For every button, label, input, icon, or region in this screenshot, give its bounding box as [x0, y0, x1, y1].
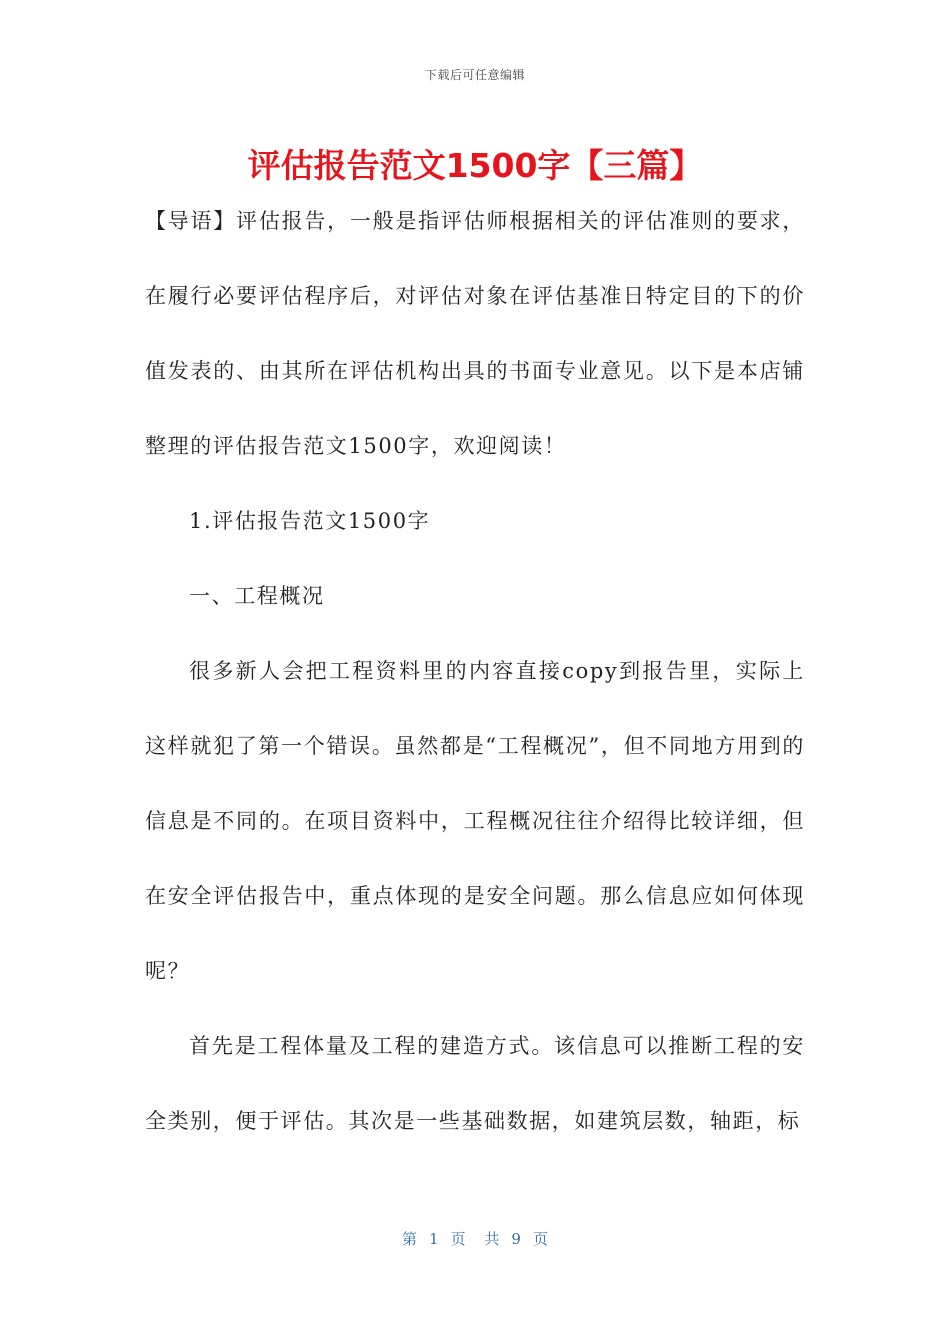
- paragraph-body-1: 很多新人会把工程资料里的内容直接copy到报告里，实际上这样就犯了第一个错误。虽然都是“工程概况”，但不同地方用到的信息是不同的。在项目资料中，工程概况往往介绍得比较详细，但在安全评估报告中，重点体现的是安全问题。那么信息应如何体现呢？: [145, 659, 805, 983]
- page-header-note: 下载后可任意编辑: [424, 68, 525, 82]
- footer-total-pages: 9: [511, 1230, 521, 1248]
- paragraph-body-2: 首先是工程体量及工程的建造方式。该信息可以推断工程的安全类别，便于评估。其次是一些基础数据，如建筑层数，轴距，标: [145, 1034, 805, 1133]
- footer-current-page: 1: [429, 1230, 439, 1248]
- document-title: 评估报告范文1500字【三篇】: [247, 146, 703, 185]
- document-body: [145, 184, 805, 1159]
- footer-label-mid: 页 共: [450, 1230, 500, 1248]
- paragraph-intro: 【导语】评估报告，一般是指评估师根据相关的评估准则的要求，在履行必要评估程序后，对评估对象在评估基准日特定目的下的价值发表的、由其所在评估机构出具的书面专业意见。以下是本店铺整理的评估报告范文1500字，欢迎阅读！: [145, 209, 805, 458]
- paragraph-subheading: 一、工程概况: [189, 584, 325, 608]
- footer-label-page: 第: [402, 1230, 418, 1248]
- page-footer: [0, 1228, 950, 1249]
- footer-label-end: 页: [532, 1230, 548, 1248]
- paragraph-section-heading: 1.评估报告范文1500字: [189, 509, 431, 533]
